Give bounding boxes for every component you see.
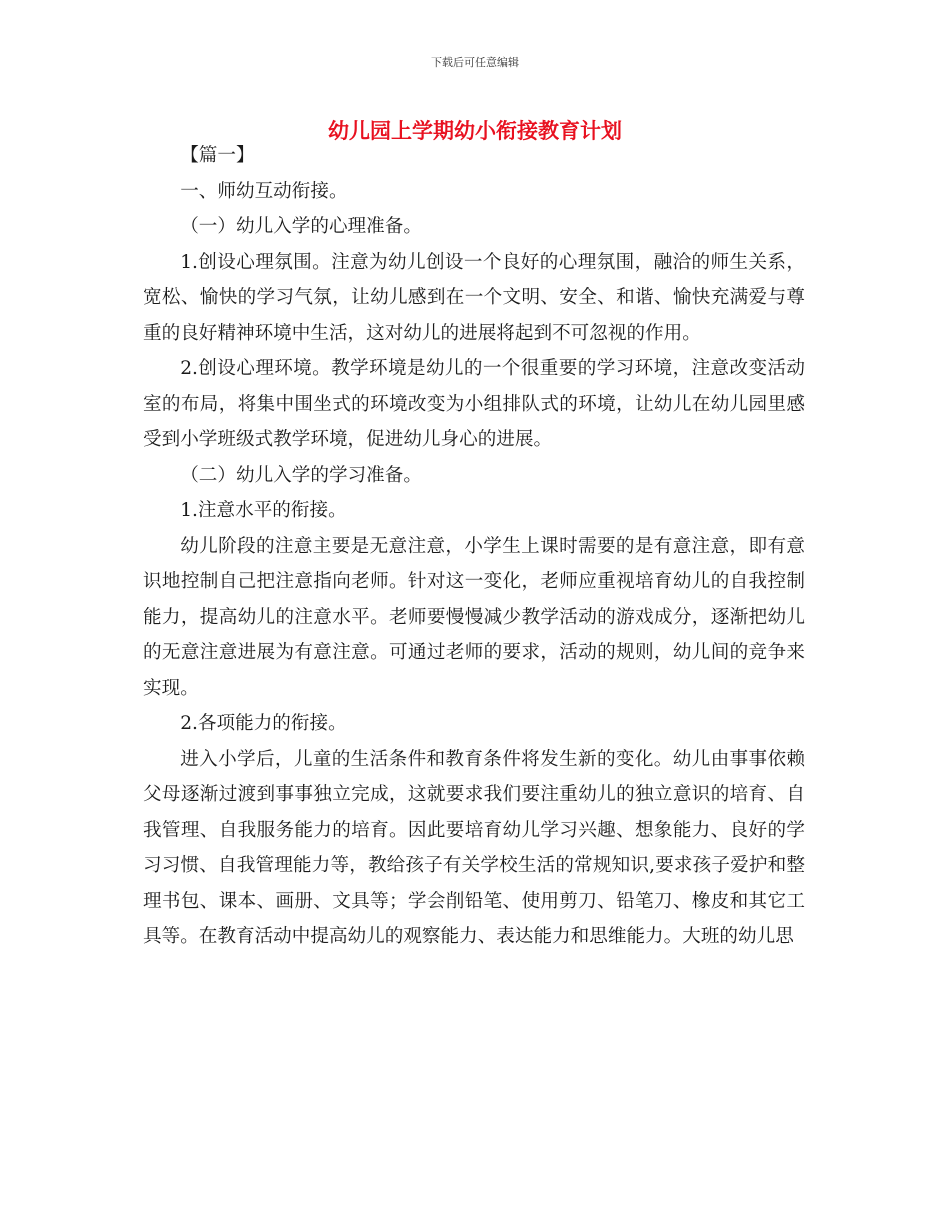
body-paragraph: 幼儿阶段的注意主要是无意注意，小学生上课时需要的是有意注意，即有意识地控制自己把注意指向老师。针对这一变化，老师应重视培育幼儿的自我控制能力，提高幼儿的注意水平。老师要慢慢减少教学活动的游戏成分，逐渐把幼儿的无意注意进展为有意注意。可通过老师的要求，活动的规则，幼儿间的竞争来实现。 — [143, 535, 805, 699]
heading-level-3: 2.各项能力的衔接。 — [180, 713, 347, 734]
section-marker: 【篇一】 — [180, 145, 255, 166]
heading-level-1: 一、师幼互动衔接。 — [180, 180, 348, 202]
heading-level-2: （二）幼儿入学的学习准备。 — [180, 464, 422, 486]
heading-level-3: 1.注意水平的衔接。 — [180, 500, 347, 521]
document-title: 幼儿园上学期幼小衔接教育计划 — [328, 119, 622, 143]
body-paragraph: 进入小学后，儿童的生活条件和教育条件将发生新的变化。幼儿由事事依赖父母逐渐过渡到事事独立完成，这就要求我们要注重幼儿的独立意识的培育、自我管理、自我服务能力的培育。因此要培育幼儿学习兴趣、想象能力、良好的学习习惯、自我管理能力等，教给孩子有关学校生活的常规知识,要求孩子爱护和整理书包、课本、画册、文具等；学会削铅笔、使用剪刀、铅笔刀、橡皮和其它工具等。在教育活动中提高幼儿的观察能力、表达能力和思维能力。大班的幼儿思 — [143, 748, 805, 947]
body-paragraph: 2.创设心理环境。教学环境是幼儿的一个很重要的学习环境，注意改变活动室的布局，将集中围坐式的环境改变为小组排队式的环境，让幼儿在幼儿园里感受到小学班级式教学环境，促进幼儿身心的进展。 — [143, 358, 805, 450]
heading-level-2: （一）幼儿入学的心理准备。 — [180, 216, 422, 237]
document-body — [143, 138, 805, 955]
page-header-note: 下载后可任意编辑 — [431, 56, 519, 69]
body-paragraph: 1.创设心理氛围。注意为幼儿创设一个良好的心理氛围，融洽的师生关系，宽松、愉快的学习气氛，让幼儿感到在一个文明、安全、和谐、愉快充满爱与尊重的良好精神环境中生活，这对幼儿的进展将起到不可忽视的作用。 — [143, 251, 805, 344]
